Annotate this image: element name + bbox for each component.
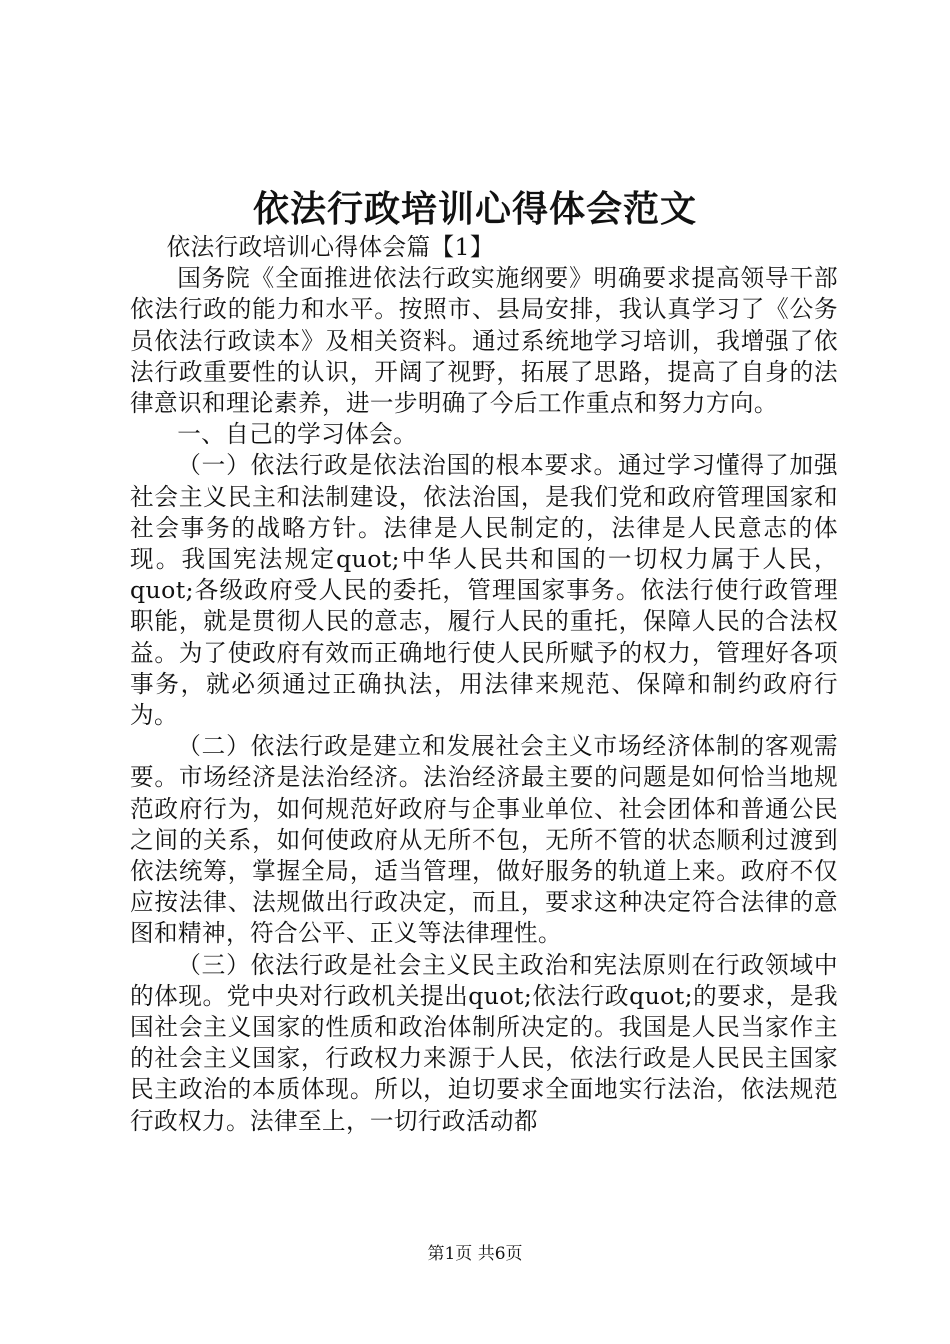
document-title: 依法行政培训心得体会范文 [252, 188, 697, 230]
paragraph-intro: 国务院《全面推进依法行政实施纲要》明确要求提高领导干部依法行政的能力和水平。按照市、县局安排，我认真学习了《公务员依法行政读本》及相关资料。通过系统地学习培训，我增强了依法行政重要性的认识，开阔了视野，拓展了思路，提高了自身的法律意识和理论素养，进一步明确了今后工作重点和努力方向。 [130, 264, 838, 418]
document-body [130, 232, 838, 1137]
paragraph-point-1: （一）依法行政是依法治国的根本要求。通过学习懂得了加强社会主义民主和法制建设，依法治国，是我们党和政府管理国家和社会事务的战略方针。法律是人民制定的，法律是人民意志的体现。我国宪法规定quot;中华人民共和国的一切权力属于人民，quot;各级政府受人民的委托，管理国家事务。依法行使行政管理职能，就是贯彻人民的意志，履行人民的重托，保障人民的合法权益。为了使政府有效而正确地行使人民所赋予的权力，管理好各项事务，就必须通过正确执法，用法律来规范、保障和制约政府行为。 [130, 451, 838, 730]
paragraph-point-3: （三）依法行政是社会主义民主政治和宪法原则在行政领域中的体现。党中央对行政机关提出quot;依法行政quot;的要求，是我国社会主义国家的性质和政治体制所决定的。我国是人民当家作主的社会主义国家，行政权力来源于人民，依法行政是人民民主国家民主政治的本质体现。所以，迫切要求全面地实行法治，依法规范行政权力。法律至上，一切行政活动都 [130, 950, 838, 1135]
section-subtitle: 依法行政培训心得体会篇【1】 [166, 233, 494, 261]
paragraph-point-2: （二）依法行政是建立和发展社会主义市场经济体制的客观需要。市场经济是法治经济。法治经济最主要的问题是如何恰当地规范政府行为，如何规范好政府与企事业单位、社会团体和普通公民之间的关系，如何使政府从无所不包，无所不管的状态顺利过渡到依法统筹，掌握全局，适当管理，做好服务的轨道上来。政府不仅应按法律、法规做出行政决定，而且，要求这种决定符合法律的意图和精神，符合公平、正义等法律理性。 [130, 732, 838, 948]
section-heading: 一、自己的学习体会。 [177, 420, 418, 449]
page-footer: 第1页 共6页 [427, 1244, 523, 1264]
